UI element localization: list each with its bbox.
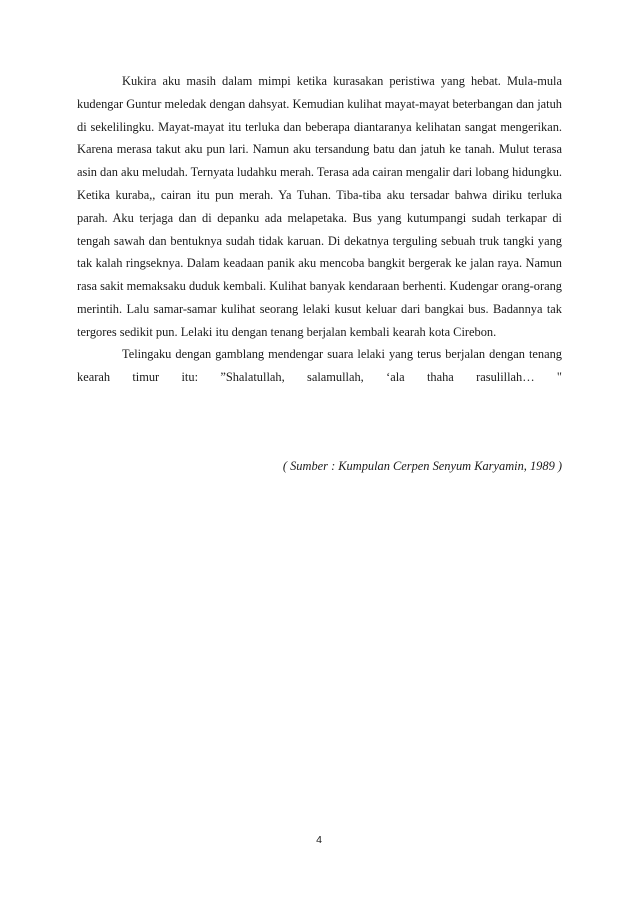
body-text-block-1: [77, 70, 562, 344]
body-text-block-2: [77, 343, 562, 389]
source-citation: ( Sumber : Kumpulan Cerpen Senyum Karyamin, 1989 ): [282, 459, 562, 473]
paragraph-1: Kukira aku masih dalam mimpi ketika kurasakan peristiwa yang hebat. Mula-mula kudengar Guntur meledak dengan dahsyat. Kemudian kulihat mayat-mayat beterbangan dan jatuh di sekelilingku. Mayat-mayat itu terluka dan beberapa diantaranya kelihatan sangat mengerikan. Karena merasa takut aku pun lari. Namun aku tersandung batu dan jatuh ke tanah. Mulut terasa asin dan aku meludah. Ternyata ludahku merah. Terasa ada cairan mengalir dari lobang hidungku. Ketika kuraba,, cairan itu pun merah. Ya Tuhan. Tiba-tiba aku tersadar bahwa diriku terluka parah. Aku terjaga dan di depanku ada melapetaka. Bus yang kutumpangi sudah terkapar di tengah sawah dan bentuknya sudah tidak karuan. Di dekatnya terguling sebuah truk tangki yang tak kalah ringseknya. Dalam keadaan panik aku mencoba bangkit bergerak ke jalan raya. Namun rasa sakit memaksaku duduk kembali. Kulihat banyak kendaraan berhenti. Kudengar orang-orang merintih. Lalu samar-samar kulihat seorang lelaki kusut keluar dari bangkai bus. Badannya tak tergores sedikit pun. Lelaki itu dengan tenang berjalan kembali kearah kota Cirebon.: [77, 74, 562, 339]
page-number: 4: [316, 834, 322, 846]
paragraph-2: Telingaku dengan gamblang mendengar suara lelaki yang terus berjalan dengan tenang kearah timur itu: ”Shalatullah, salamullah, ‘ala thaha rasulillah… ": [77, 347, 562, 384]
